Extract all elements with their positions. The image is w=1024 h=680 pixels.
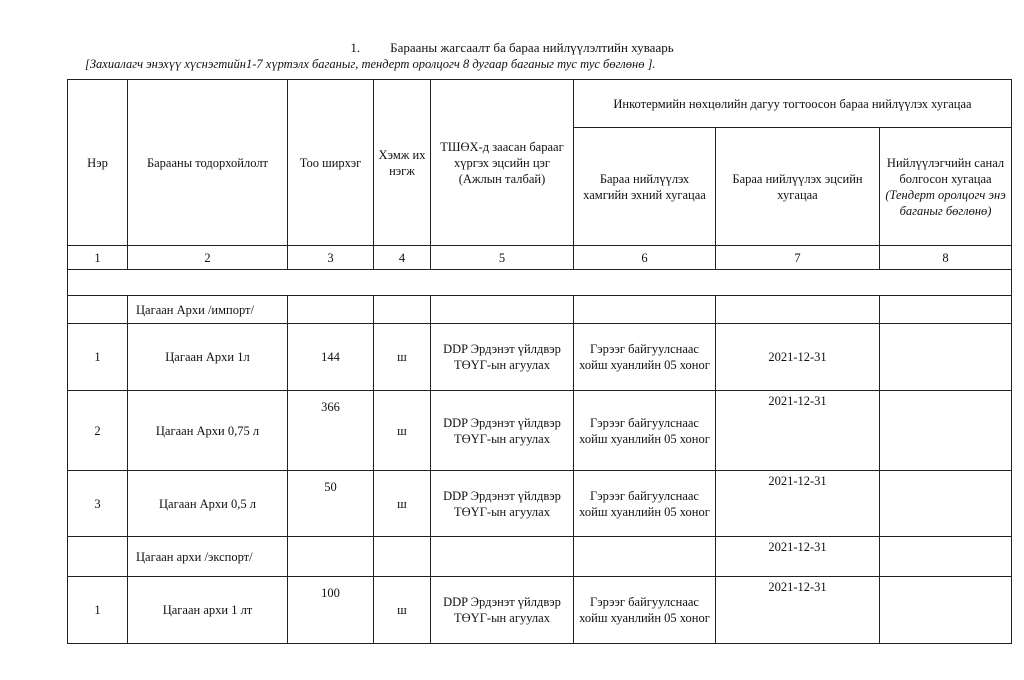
group-final: [716, 296, 880, 324]
item-qty: 50: [288, 471, 374, 537]
item-final: 2021-12-31: [716, 577, 880, 644]
item-qty: 100: [288, 577, 374, 644]
item-unit: ш: [374, 471, 431, 537]
spacer-row: [68, 270, 1012, 296]
item-no: 1: [68, 577, 128, 644]
col-number: 1: [68, 246, 128, 270]
table-row: [68, 471, 1012, 537]
item-desc: Цагаан Архи 1л: [128, 324, 288, 391]
item-unit: ш: [374, 391, 431, 471]
item-supplier: [880, 324, 1012, 391]
item-earliest: Гэрээг байгуулснаас хойш хуанлийн 05 хоног: [574, 324, 716, 391]
header-supplier-main: Нийлүүлэгчийн санал болгосон хугацаа: [886, 155, 1005, 186]
item-final: 2021-12-31: [716, 471, 880, 537]
table-row: [68, 577, 1012, 644]
schedule-table: [67, 79, 1012, 644]
item-unit: ш: [374, 324, 431, 391]
group-row: [68, 537, 1012, 577]
item-place: DDP Эрдэнэт үйлдвэр ТӨҮГ-ын агуулах: [431, 471, 574, 537]
group-label: Цагаан архи /экспорт/: [128, 537, 288, 577]
table-row: [68, 391, 1012, 471]
table-row: [68, 324, 1012, 391]
item-earliest: Гэрээг байгуулснаас хойш хуанлийн 05 хоног: [574, 471, 716, 537]
item-desc: Цагаан архи 1 лт: [128, 577, 288, 644]
col-number: 8: [880, 246, 1012, 270]
header-incoterm: Инкотермийн нөхцөлийн дагуу тогтоосон бараа нийлүүлэх хугацаа: [574, 80, 1012, 128]
group-row: [68, 296, 1012, 324]
item-earliest: Гэрээг байгуулснаас хойш хуанлийн 05 хоног: [574, 391, 716, 471]
title-text: Барааны жагсаалт ба бараа нийлүүлэлтийн хуваарь: [390, 40, 674, 55]
item-unit: ш: [374, 577, 431, 644]
group-final: 2021-12-31: [716, 537, 880, 577]
item-final: 2021-12-31: [716, 391, 880, 471]
item-no: 3: [68, 471, 128, 537]
item-no: 2: [68, 391, 128, 471]
item-qty: 366: [288, 391, 374, 471]
item-earliest: Гэрээг байгуулснаас хойш хуанлийн 05 хоног: [574, 577, 716, 644]
col-number: 5: [431, 246, 574, 270]
header-supplier: [880, 128, 1012, 246]
item-final: 2021-12-31: [716, 324, 880, 391]
group-label: Цагаан Архи /импорт/: [128, 296, 288, 324]
item-place: DDP Эрдэнэт үйлдвэр ТӨҮГ-ын агуулах: [431, 324, 574, 391]
header-supplier-note: (Тендерт оролцогч энэ баганыг бөглөнө): [885, 187, 1006, 218]
header-unit: Хэмж их нэгж: [374, 80, 431, 246]
header-earliest: Бараа нийлүүлэх хамгийн эхний хугацаа: [574, 128, 716, 246]
item-desc: Цагаан Архи 0,5 л: [128, 471, 288, 537]
item-place: DDP Эрдэнэт үйлдвэр ТӨҮГ-ын агуулах: [431, 577, 574, 644]
item-supplier: [880, 471, 1012, 537]
col-number: 4: [374, 246, 431, 270]
item-qty: 144: [288, 324, 374, 391]
col-number: 3: [288, 246, 374, 270]
header-quantity: Тоо ширхэг: [288, 80, 374, 246]
item-supplier: [880, 577, 1012, 644]
header-no: Нэр: [68, 80, 128, 246]
header-row-1: [68, 80, 1012, 128]
document-subtitle: [Захиалагч энэхүү хүснэгтийн1-7 хүртэлх баганыг, тендерт оролцогч 8 дугаар баганыг тус тус бөглөнө ].: [85, 57, 656, 71]
column-number-row: [68, 246, 1012, 270]
header-place: ТШӨХ-д заасан барааг хүргэх эцсийн цэг (Ажлын талбай): [431, 80, 574, 246]
item-desc: Цагаан Архи 0,75 л: [128, 391, 288, 471]
item-place: DDP Эрдэнэт үйлдвэр ТӨҮГ-ын агуулах: [431, 391, 574, 471]
col-number: 6: [574, 246, 716, 270]
item-supplier: [880, 391, 1012, 471]
item-no: 1: [68, 324, 128, 391]
document-title: [0, 40, 1024, 56]
title-number: 1.: [350, 40, 361, 55]
header-final: Бараа нийлүүлэх эцсийн хугацаа: [716, 128, 880, 246]
header-description: Барааны тодорхойлолт: [128, 80, 288, 246]
col-number: 2: [128, 246, 288, 270]
col-number: 7: [716, 246, 880, 270]
